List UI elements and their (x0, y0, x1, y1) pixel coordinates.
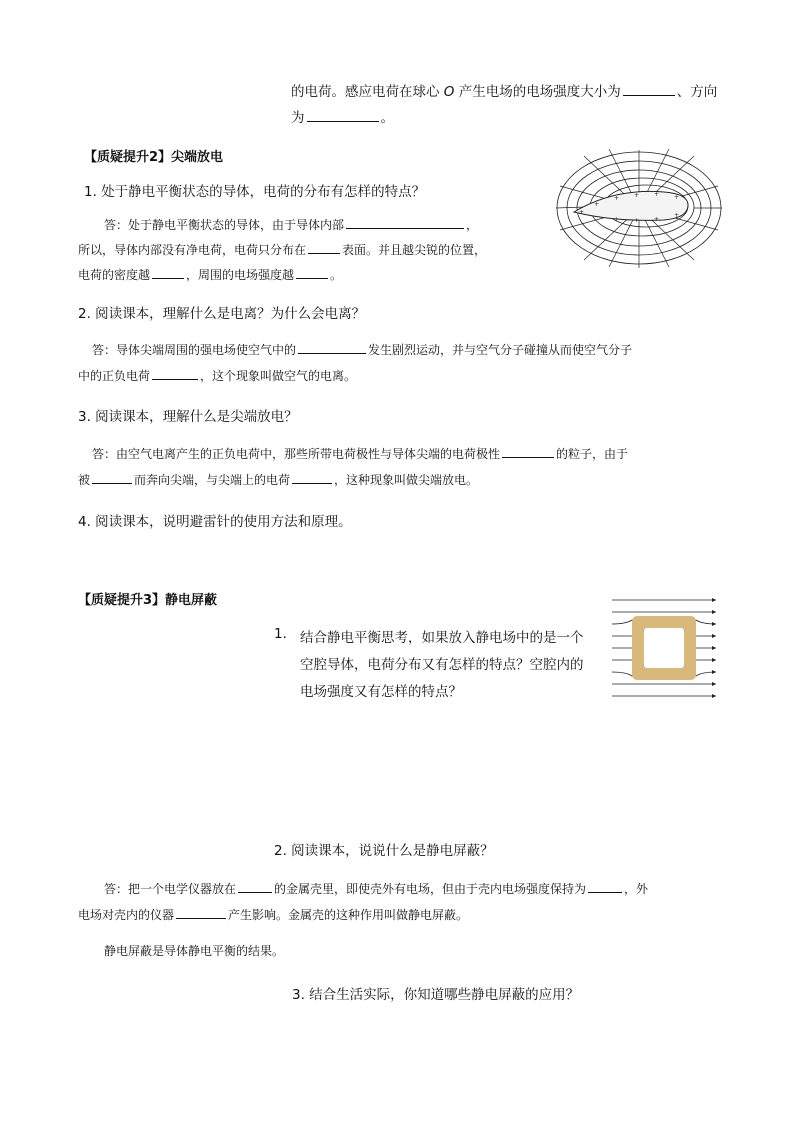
blank[interactable] (588, 880, 622, 893)
blank[interactable] (176, 906, 226, 919)
s3-q2-answer-line-2: 电场对壳内的仪器 产生影响。金属壳的这种作用叫做静电屏蔽。 (78, 908, 469, 922)
s3-q1-line-1: 结合静电平衡思考，如果放入静电场中的是一个 (300, 630, 584, 646)
s2-q4-question: 4. 阅读课本，说明避雷针的使用方法和原理。 (78, 514, 352, 530)
s3-q1-line-2: 空腔导体，电荷分布又有怎样的特点？空腔内的 (300, 657, 584, 673)
blank[interactable] (307, 109, 379, 122)
s2-q1-question: 1. 处于静电平衡状态的导体，电荷的分布有怎样的特点？ (84, 184, 426, 200)
s2-q3-question: 3. 阅读课本，理解什么是尖端放电？ (78, 409, 298, 425)
svg-text:+: + (614, 195, 620, 202)
s3-q2-question: 2. 阅读课本，说说什么是静电屏蔽？ (274, 843, 494, 859)
blank[interactable] (308, 241, 340, 254)
blank[interactable] (152, 367, 198, 380)
blank[interactable] (292, 471, 332, 484)
blank[interactable] (238, 880, 272, 893)
s2-q1-answer-line-2: 所以，导体内部没有净电荷，电荷只分布在 表面。并且越尖锐的位置， (78, 243, 487, 257)
section-2-title: 【质疑提升2】尖端放电 (84, 150, 224, 165)
svg-text:+: + (654, 216, 660, 223)
blank[interactable] (92, 471, 132, 484)
s3-q2-note: 静电屏蔽是导体静电平衡的结果。 (104, 944, 285, 958)
top-line-1: 的电荷。感应电荷在球心 O 产生电场的电场强度大小为 、方向 (291, 84, 718, 100)
blank[interactable] (623, 83, 675, 96)
electrostatic-shield-figure (612, 592, 716, 702)
blank[interactable] (298, 341, 366, 354)
svg-text:+: + (634, 192, 640, 199)
s2-q3-answer-line-1: 答：由空气电离产生的正负电荷中，那些所带电荷极性与导体尖端的电荷极性 的粒子，由于 (92, 447, 629, 461)
blank[interactable] (152, 266, 184, 279)
blank[interactable] (346, 216, 464, 229)
s3-q3-question: 3. 结合生活实际，你知道哪些静电屏蔽的应用？ (292, 987, 580, 1003)
blank[interactable] (296, 266, 328, 279)
svg-text:+: + (614, 216, 620, 223)
svg-text:+: + (579, 209, 585, 216)
svg-text:+: + (634, 217, 640, 224)
s2-q2-answer-line-2: 中的正负电荷 ，这个现象叫做空气的电离。 (78, 369, 357, 383)
top-line-2: 为 。 (291, 110, 394, 126)
section-3-title: 【质疑提升3】静电屏蔽 (78, 593, 218, 608)
svg-text:+: + (594, 201, 600, 208)
s2-q1-answer-line-3: 电荷的密度越 ，周围的电场强度越 。 (78, 268, 343, 282)
s3-q1-line-3: 电场强度又有怎样的特点？ (300, 684, 462, 700)
s2-q2-answer-line-1: 答：导体尖端周围的强电场使空气中的 发生剧烈运动，并与空气分子碰撞从而使空气分子 (92, 343, 633, 357)
s2-q3-answer-line-2: 被 而奔向尖端，与尖端上的电荷 ，这种现象叫做尖端放电。 (78, 473, 479, 487)
svg-text:+: + (674, 212, 680, 219)
s2-q2-question: 2. 阅读课本，理解什么是电离？为什么会电离？ (78, 306, 366, 322)
svg-text:+: + (674, 194, 680, 201)
s2-q1-answer-line-1: 答：处于静电平衡状态的导体，由于导体内部 ， (104, 218, 479, 232)
s3-q2-answer-line-1: 答：把一个电学仪器放在 的金属壳里，即使壳外有电场，但由于壳内电场强度保持为 ，外 (104, 882, 649, 896)
s3-q1-number: 1. (274, 626, 287, 642)
svg-text:+: + (654, 191, 660, 198)
pointed-conductor-field-figure (554, 146, 724, 274)
blank[interactable] (502, 445, 554, 458)
